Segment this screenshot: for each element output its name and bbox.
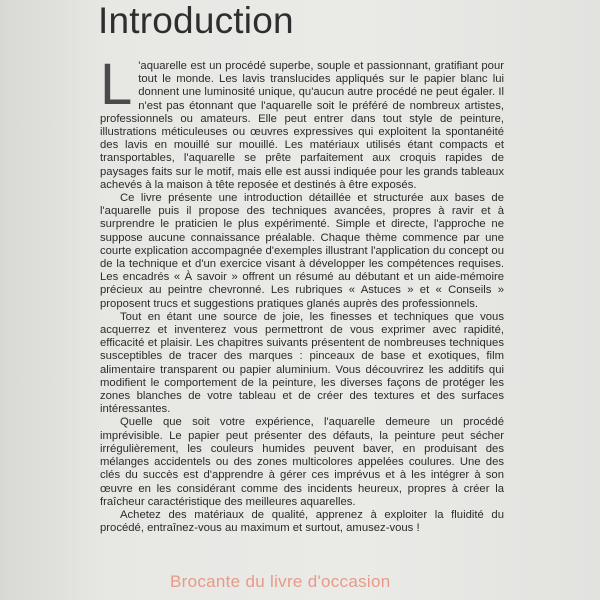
paragraph-1-text: 'aquarelle est un procédé superbe, souple et passionnant, gratifiant pour tout le monde. Les lavis translucides appliqués sur le papier blanc lui donnent une luminosité unique, qu'aucun autre procédé ne peut égaler. Il n'est pas étonnant que l'aquarelle soit le préféré de nombreux artistes, professionnels ou amateurs. Elle peut entrer dans tout style de peinture, illustrations méticuleuses ou œuvres expressives qui exploitent la spontanéité des lavis en mouillé sur mouillé. Les matériaux utilisés étant compacts et transportables, l'aquarelle se prête parfaitement aux croquis rapides de paysages faits sur le motif, mais elle est aussi indiquée pour les grands tableaux achevés à la maison à tête reposée et destinés à être exposés.: [100, 60, 504, 191]
paragraph-2: Ce livre présente une introduction détaillée et structurée aux bases de l'aquarelle puis il propose des techniques avancées, propres à ravir et à surprendre le praticien le plus expérimenté. Simple et directe, l'approche ne suppose aucune connaissance préalable. Chaque thème commence par une courte explication accompagnée d'exemples illustrant l'application du concept ou de la technique et d'un exercice visant à développer les compétences requises. Les encadrés « À savoir » offrent un résumé au débutant et un aide-mémoire précieux au peintre chevronné. Les rubriques « Astuces » et « Conseils » proposent trucs et suggestions pratiques glanés auprès des professionnels.: [100, 192, 504, 310]
body-text: [100, 52, 504, 535]
paragraph-1: [100, 52, 504, 192]
paragraph-3: Tout en étant une source de joie, les finesses et techniques que vous acquerrez et inventerez vous permettront de vous exprimer avec rapidité, efficacité et plaisir. Les chapitres suivants présentent de nombreuses techniques susceptibles de tracer des marques : pinceaux de base et exotiques, film alimentaire transparent ou papier aluminium. Vous découvrirez les additifs qui modifient le comportement de la peinture, les diverses façons de protéger les zones blanches de votre tableau et de créer des textures et des surfaces intéressantes.: [100, 310, 504, 416]
page-title: Introduction: [98, 0, 294, 41]
drop-cap: L: [100, 52, 133, 117]
watermark: Brocante du livre d'occasion: [170, 572, 391, 591]
paragraph-5: Achetez des matériaux de qualité, apprenez à exploiter la fluidité du procédé, entraînez-vous au maximum et surtout, amusez-vous !: [100, 508, 504, 535]
paragraph-4: Quelle que soit votre expérience, l'aquarelle demeure un procédé imprévisible. Le papier peut présenter des défauts, la peinture peut sécher irrégulièrement, les couleurs humides peuvent baver, en produisant des mélanges accidentels ou des zones multicolores appelées coulures. Une des clés du succès est d'apprendre à gérer ces imprévus et à les intégrer à son œuvre en les considérant comme des incidents heureux, propres à créer la fraîcheur caractéristique des meilleures aquarelles.: [100, 416, 504, 508]
